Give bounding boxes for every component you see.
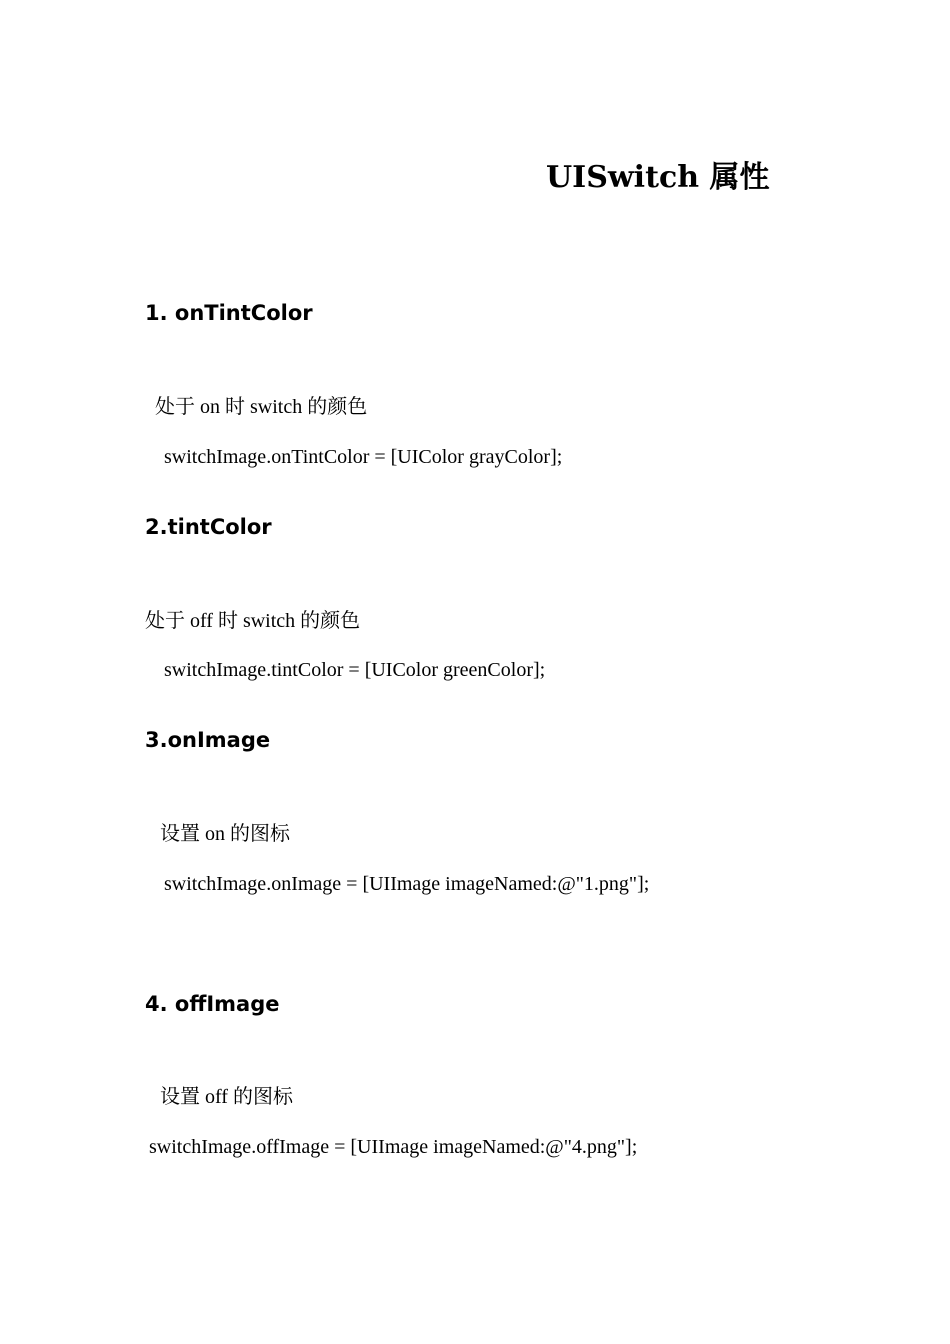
- section-description-onimage: 设置 on 的图标: [160, 823, 290, 845]
- section-description-offimage: 设置 off 的图标: [160, 1086, 293, 1108]
- section-heading-offimage: 4. offImage: [145, 992, 280, 1016]
- section-heading-tintcolor: 2.tintColor: [145, 515, 272, 539]
- section-code-onimage: switchImage.onImage = [UIImage imageNamed:@"1.png"];: [164, 873, 650, 895]
- page-title: UISwitch 属性: [546, 160, 770, 195]
- section-code-ontintcolor: switchImage.onTintColor = [UIColor grayColor];: [164, 446, 563, 468]
- section-description-tintcolor: 处于 off 时 switch 的颜色: [145, 610, 361, 632]
- section-code-offimage: switchImage.offImage = [UIImage imageNamed:@"4.png"];: [149, 1136, 638, 1158]
- section-heading-ontintcolor: 1. onTintColor: [145, 301, 313, 325]
- section-code-tintcolor: switchImage.tintColor = [UIColor greenColor];: [164, 659, 546, 681]
- section-heading-onimage: 3.onImage: [145, 728, 271, 752]
- section-description-ontintcolor: 处于 on 时 switch 的颜色: [155, 396, 368, 418]
